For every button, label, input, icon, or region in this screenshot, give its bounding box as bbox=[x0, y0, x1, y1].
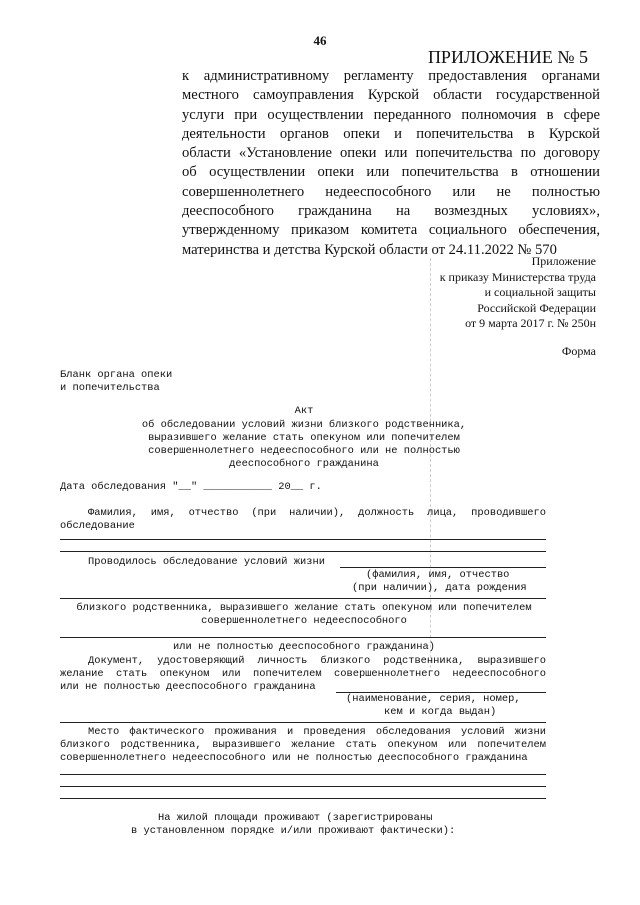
document-line3: или не полностью дееспособного гражданина bbox=[60, 681, 316, 693]
word: опекуном bbox=[159, 668, 210, 680]
word: Место bbox=[88, 726, 120, 738]
appendix-line: материнства и детства Курской области от 24.11.2022 № 570 bbox=[182, 241, 557, 258]
word: имя, bbox=[150, 507, 176, 519]
word: личность bbox=[257, 655, 308, 667]
word: попечителем bbox=[477, 739, 546, 751]
conducted-hint2: (при наличии), дата рождения bbox=[352, 582, 527, 594]
word: обследования bbox=[375, 726, 451, 738]
word: желание bbox=[60, 668, 104, 680]
appendix-line: деятельности органов опеки и попечительства в Курской bbox=[182, 125, 600, 142]
blank-organ-line1: Бланк органа опеки bbox=[60, 369, 173, 381]
word: проводившего bbox=[471, 507, 546, 519]
place-line1 bbox=[88, 726, 546, 739]
appendix-line: дееспособного гражданина на возмездных условиях», bbox=[182, 203, 600, 220]
attachment-line: от 9 марта 2017 г. № 250н bbox=[465, 316, 596, 331]
word: выразившего bbox=[477, 655, 546, 667]
word: недееспособного bbox=[452, 668, 546, 680]
act-subtitle-line: выразившего желание стать опекуном или попечителем bbox=[148, 432, 460, 444]
word: и bbox=[286, 726, 294, 738]
relative-line1: близкого родственника, выразившего желание стать опекуном или попечителем bbox=[76, 602, 532, 614]
inspection-date: Дата обследования "__" ___________ 20__ г. bbox=[60, 481, 322, 493]
form-label: Форма bbox=[561, 344, 596, 358]
fill-line bbox=[60, 798, 546, 799]
word: жизни bbox=[514, 726, 546, 738]
appendix-line: области «Установление опеки или попечительства по договору bbox=[182, 145, 600, 162]
inspector-fio-line bbox=[88, 507, 546, 520]
word: родственника, bbox=[120, 739, 202, 751]
attachment-line: к приказу Министерства труда bbox=[439, 269, 596, 284]
fill-line bbox=[60, 637, 546, 638]
act-subtitle-line: об обследовании условий жизни близкого родственника, bbox=[141, 419, 467, 431]
word: фактического bbox=[129, 726, 205, 738]
conducted-label: Проводилось обследование условий жизни bbox=[88, 556, 325, 568]
inspector-fio-line2: обследование bbox=[60, 520, 135, 532]
word: наличии), bbox=[289, 507, 346, 519]
document-hint1: (наименование, серия, номер, bbox=[346, 693, 521, 705]
appendix-title: ПРИЛОЖЕНИЕ № 5 bbox=[427, 47, 588, 67]
document-line2 bbox=[60, 668, 546, 681]
act-subtitle-line: совершеннолетнего недееспособного или не полностью bbox=[148, 445, 460, 457]
appendix-line: утвержденному приказом комитета социального обеспечения, bbox=[182, 222, 600, 239]
fill-line bbox=[60, 539, 546, 540]
word: попечителем bbox=[253, 668, 322, 680]
appendix-line: местного самоуправления Курской области государственной bbox=[182, 87, 600, 104]
document-hint2: кем и когда выдан) bbox=[384, 706, 497, 718]
word: или bbox=[221, 668, 241, 680]
word: близкого bbox=[60, 739, 110, 751]
place-line2 bbox=[60, 739, 546, 752]
word: стать bbox=[345, 739, 377, 751]
page-number: 46 bbox=[313, 33, 327, 48]
fill-line bbox=[60, 722, 546, 723]
relative-line2: совершеннолетнего недееспособного bbox=[201, 615, 407, 627]
attachment-line: Российской Федерации bbox=[477, 300, 596, 315]
blank-organ-line2: и попечительства bbox=[60, 382, 160, 394]
appendix-line: совершеннолетнего недееспособного или не полностью bbox=[182, 183, 600, 200]
word: лица, bbox=[427, 507, 459, 519]
attachment-line: Приложение bbox=[531, 254, 596, 268]
living-line2: в установленном порядке и/или проживают фактически): bbox=[131, 825, 456, 837]
fill-line bbox=[340, 567, 546, 568]
word: опекуном bbox=[387, 739, 438, 751]
fill-line bbox=[60, 598, 546, 599]
word: стать bbox=[116, 668, 148, 680]
word: близкого bbox=[320, 655, 371, 667]
word: совершеннолетнего bbox=[334, 668, 441, 680]
word: проведения bbox=[303, 726, 366, 738]
word: проживания bbox=[214, 726, 277, 738]
word: условий bbox=[460, 726, 505, 738]
appendix-line: об осуществлении опеки или попечительства в отношении bbox=[182, 164, 600, 181]
place-line3: совершеннолетнего недееспособного или не полностью дееспособного гражданина bbox=[60, 752, 528, 764]
fill-line bbox=[60, 774, 546, 775]
attachment-line: и социальной защиты bbox=[484, 285, 596, 300]
word: родственника, bbox=[383, 655, 465, 667]
relative-line3: или не полностью дееспособного гражданина) bbox=[173, 641, 435, 653]
word: удостоверяющий bbox=[157, 655, 245, 667]
attachment-block bbox=[440, 254, 596, 332]
act-subtitle-line: дееспособного гражданина bbox=[229, 458, 379, 470]
living-line1: На жилой площади проживают (зарегистрированы bbox=[158, 812, 433, 824]
act-title: Акт bbox=[294, 405, 314, 417]
document-line1 bbox=[88, 655, 546, 668]
conducted-hint1: (фамилия, имя, отчество bbox=[366, 569, 510, 581]
word: должность bbox=[358, 507, 415, 519]
appendix-line: к административному регламенту предоставления органами bbox=[182, 68, 600, 84]
fill-line bbox=[60, 786, 546, 787]
appendix-text bbox=[182, 67, 600, 260]
word: Документ, bbox=[88, 655, 145, 667]
word: Фамилия, bbox=[88, 507, 138, 519]
word: отчество bbox=[188, 507, 239, 519]
word: выразившего bbox=[212, 739, 281, 751]
word: желание bbox=[291, 739, 336, 751]
word: или bbox=[448, 739, 467, 751]
word: (при bbox=[251, 507, 277, 519]
fill-line bbox=[60, 551, 546, 552]
appendix-line: услуги при осуществлении переданного полномочия в сфере bbox=[182, 106, 600, 123]
